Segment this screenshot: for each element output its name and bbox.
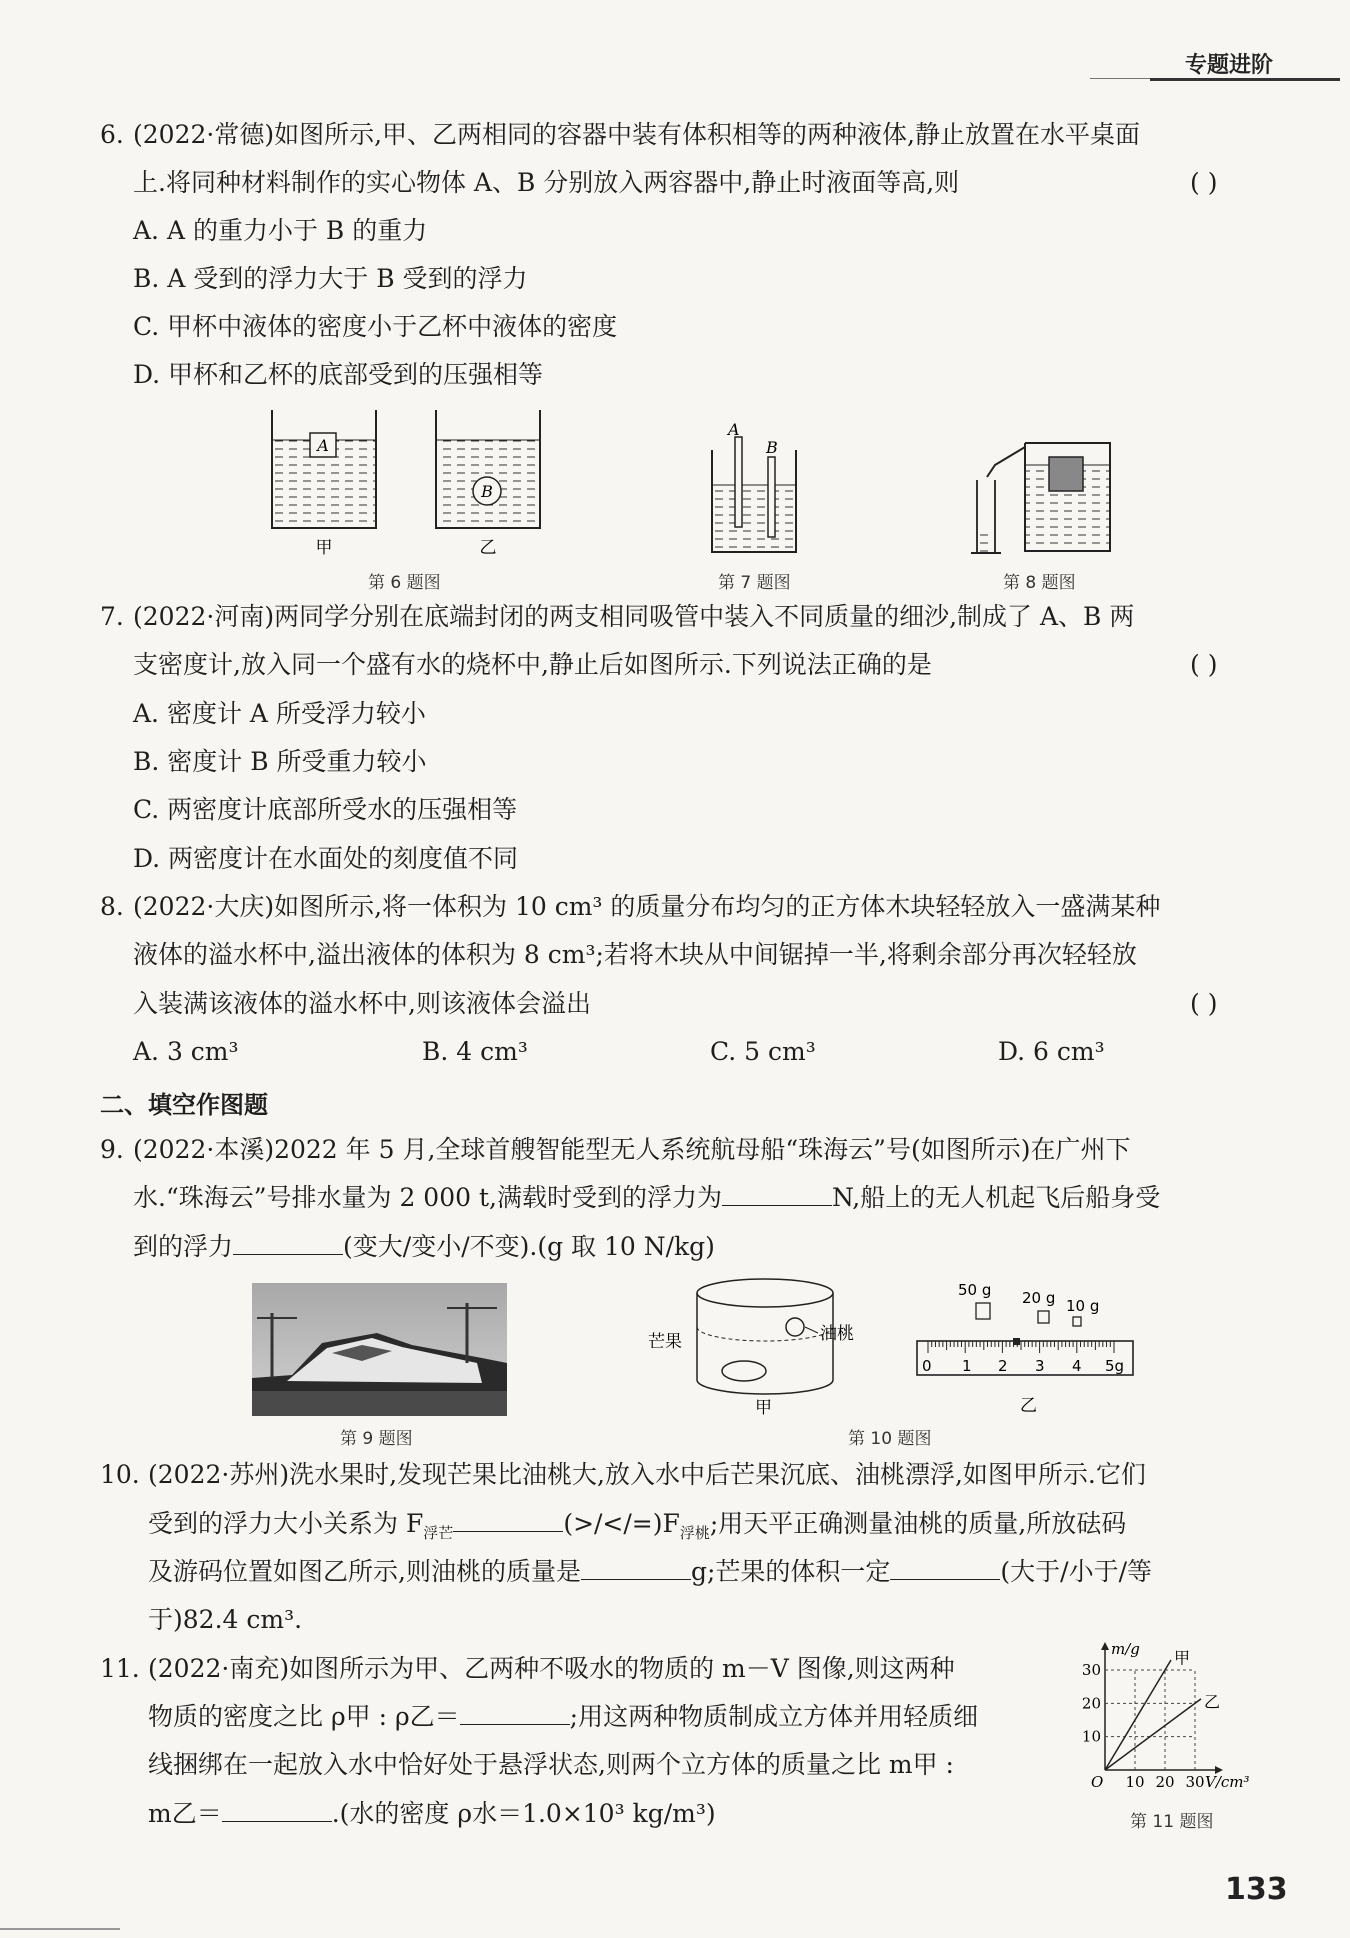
q7-number: 7. [100,602,124,631]
fig10-rider [1013,1338,1020,1345]
q10-blank-3[interactable] [890,1555,1000,1580]
chart-y-label: m/g [1111,1640,1140,1658]
fig10-caption: 第 10 题图 [848,1429,932,1449]
chart-x-label: V/cm³ [1205,1773,1250,1791]
q6-option-b: B. A 受到的浮力大于 B 受到的浮力 [133,264,528,293]
chart-x-tick-20: 20 [1155,1773,1175,1791]
q7-line1: (2022·河南)两同学分别在底端封闭的两支相同吸管中装入不同质量的细沙,制成了 A、B 两 [133,602,1135,631]
q10-line2-text-c: ;用天平正确测量油桃的质量,所放砝码 [709,1509,1127,1538]
fig10-weight-50: 50 g [958,1281,992,1299]
fig6-label-jia: 甲 [315,538,333,558]
q6-answer-bracket: ( ) [1190,168,1218,197]
fig10-balance [917,1281,1133,1416]
fig10-tick-5: 5g [1105,1357,1125,1375]
chart-y-tick-20: 20 [1081,1694,1101,1713]
fig8-wood-block [1049,457,1083,491]
q8-option-b: B. 4 cm³ [422,1037,528,1066]
q10-number: 10. [100,1460,140,1489]
fig10-tick-4: 4 [1072,1357,1082,1375]
q8-line1: (2022·大庆)如图所示,将一体积为 10 cm³ 的质量分布均匀的正方体木块轻轻放入一盛满某种 [133,892,1161,921]
fig10-label-jia: 甲 [755,1398,772,1418]
fig10-label-mango: 芒果 [648,1332,682,1352]
q7-answer-bracket: ( ) [1190,650,1218,679]
q10-blank-1[interactable] [453,1507,563,1532]
mv-chart [1075,1640,1300,1800]
q8-option-c: C. 5 cm³ [710,1037,816,1066]
q6-number: 6. [100,120,124,149]
fig10-fruit [786,1318,804,1336]
fig10-tick-3: 3 [1035,1357,1045,1375]
q10-line4: 于)82.4 cm³. [148,1605,303,1634]
chart-origin-label: O [1091,1773,1104,1791]
fig6-label-b: B [481,482,493,501]
q9-line2-text-b: N,船上的无人机起飞后船身受 [831,1183,1161,1212]
q11-line2-text-a: 物质的密度之比 ρ甲 : ρ乙＝ [148,1702,460,1731]
q8-line2: 液体的溢水杯中,溢出液体的体积为 8 cm³;若将木块从中间锯掉一半,将剩余部分再次轻轻放 [133,940,1137,969]
chart-series-jia [1105,1660,1171,1770]
bottom-rule [0,1928,120,1930]
fig10-mango [722,1361,766,1381]
fig10-weight-20: 20 g [1022,1289,1056,1307]
q9-line3 [133,1230,1293,1264]
q11-line4-text-b: .(水的密度 ρ水＝1.0×10³ kg/m³) [331,1799,716,1828]
section-title: 二、填空作图题 [100,1091,268,1119]
q10-line2-text-a: 受到的浮力大小关系为 F [148,1509,424,1538]
fig10-tick-0: 0 [922,1357,932,1375]
q9-line3-text-b: (变大/变小/不变).(g 取 10 N/kg) [343,1232,715,1261]
fig8-diagram [965,435,1125,560]
q10-line3-text-c: (大于/小于/等 [1000,1557,1152,1586]
q7-option-a: A. 密度计 A 所受浮力较小 [133,699,426,728]
chart-series-label-yi: 乙 [1204,1692,1221,1712]
q8-line3: 入装满该液体的溢水杯中,则该液体会溢出 [133,989,591,1018]
q8-option-d: D. 6 cm³ [998,1037,1105,1066]
q7-option-d: D. 两密度计在水面处的刻度值不同 [133,844,519,873]
fig8-spout [987,447,1025,477]
header-rule [1150,78,1340,81]
q10-line2-text-b: (>/</=)F [563,1509,680,1538]
q11-line1: (2022·南充)如图所示为甲、乙两种不吸水的物质的 m－V 图像,则这两种 [148,1654,955,1683]
q8-option-a: A. 3 cm³ [133,1037,239,1066]
q10-line2 [148,1507,1308,1550]
q10-line1: (2022·苏州)洗水果时,发现芒果比油桃大,放入水中后芒果沉底、油桃漂浮,如图甲所示.它们 [148,1460,1146,1489]
q11-blank-2[interactable] [222,1797,332,1822]
fig10-tick-2: 2 [998,1357,1008,1375]
q8-number: 8. [100,892,124,921]
fig8-caption: 第 8 题图 [1003,573,1076,593]
header-label: 专题进阶 [1185,53,1274,78]
q9-line3-text-a: 到的浮力 [133,1232,234,1261]
fig6-label-yi: 乙 [479,538,497,558]
q8-answer-bracket: ( ) [1190,989,1218,1018]
fig7-caption: 第 7 题图 [718,573,791,593]
q6-option-d: D. 甲杯和乙杯的底部受到的压强相等 [133,360,544,389]
q7-line2: 支密度计,放入同一个盛有水的烧杯中,静止后如图所示.下列说法正确的是 [133,650,932,679]
fig6-cup-jia [272,410,376,528]
fig10-diagram [640,1275,1160,1425]
chart-y-arrow [1101,1642,1109,1650]
q11-line4-text-a: m乙＝ [148,1799,222,1828]
chart-grid [1105,1670,1195,1770]
chart-x-tick-30: 30 [1185,1773,1205,1791]
q11-line2-text-b: ;用这两种物质制成立方体并用轻质细 [569,1702,979,1731]
q10-sub-fruit: 浮桃 [679,1524,710,1542]
q11-blank-1[interactable] [460,1700,570,1725]
q10-line3-text-b: g;芒果的体积一定 [690,1557,891,1586]
fig6-caption: 第 6 题图 [368,573,441,593]
fig10-label-fruit: 油桃 [820,1324,854,1344]
fig7-hydrometer-b [768,457,775,537]
fig6-cup-yi [436,410,540,528]
q6-line1: (2022·常德)如图所示,甲、乙两相同的容器中装有体积相等的两种液体,静止放置在水平桌面 [133,120,1140,149]
page-number: 133 [1225,1872,1288,1907]
q9-blank-1[interactable] [722,1181,832,1206]
q7-option-b: B. 密度计 B 所受重力较小 [133,747,427,776]
q6-line2: 上.将同种材料制作的实心物体 A、B 分别放入两容器中,静止时液面等高,则 [133,168,960,197]
q11-line4 [148,1797,1048,1831]
q10-line3 [148,1555,1308,1589]
chart-series-label-jia: 甲 [1174,1648,1191,1668]
fig10-tick-1: 1 [962,1357,972,1375]
fig10-weight-10: 10 g [1066,1297,1100,1315]
fig9-caption: 第 9 题图 [340,1429,413,1449]
q7-option-c: C. 两密度计底部所受水的压强相等 [133,795,518,824]
q9-blank-2[interactable] [233,1230,343,1255]
q10-line3-text-a: 及游码位置如图乙所示,则油桃的质量是 [148,1557,581,1586]
fig7-label-b: B [766,438,778,457]
fig7-hydrometer-a [735,437,742,527]
q9-line2 [133,1181,1293,1215]
header-rule-thin [1090,78,1150,79]
fig6-diagram [260,405,560,565]
fig7-label-a: A [728,420,740,439]
chart-y-tick-30: 30 [1081,1661,1101,1679]
q11-number: 11. [100,1654,140,1683]
fig6-label-a: A [317,436,329,455]
fig10-water-container [648,1279,854,1418]
chart-y-tick-10: 10 [1081,1727,1101,1746]
q9-number: 9. [100,1135,124,1164]
ship-photo [252,1283,507,1416]
chart-series-yi [1105,1699,1201,1770]
fig7-diagram [700,415,820,565]
q11-line2 [148,1700,1048,1734]
fig10-label-yi: 乙 [1020,1396,1037,1416]
q11-line3: 线捆绑在一起放入水中恰好处于悬浮状态,则两个立方体的质量之比 m甲 : [148,1750,954,1779]
q9-line2-text-a: 水.“珠海云”号排水量为 2 000 t,满载时受到的浮力为 [133,1183,722,1212]
q9-line1: (2022·本溪)2022 年 5 月,全球首艘智能型无人系统航母船“珠海云”号(如图所示)在广州下 [133,1135,1131,1164]
fig11-caption: 第 11 题图 [1130,1812,1214,1832]
q10-blank-2[interactable] [581,1555,691,1580]
q6-option-c: C. 甲杯中液体的密度小于乙杯中液体的密度 [133,312,618,341]
chart-x-tick-10: 10 [1125,1773,1145,1791]
q6-option-a: A. A 的重力小于 B 的重力 [133,216,428,245]
q10-sub-mango: 浮芒 [423,1524,454,1542]
